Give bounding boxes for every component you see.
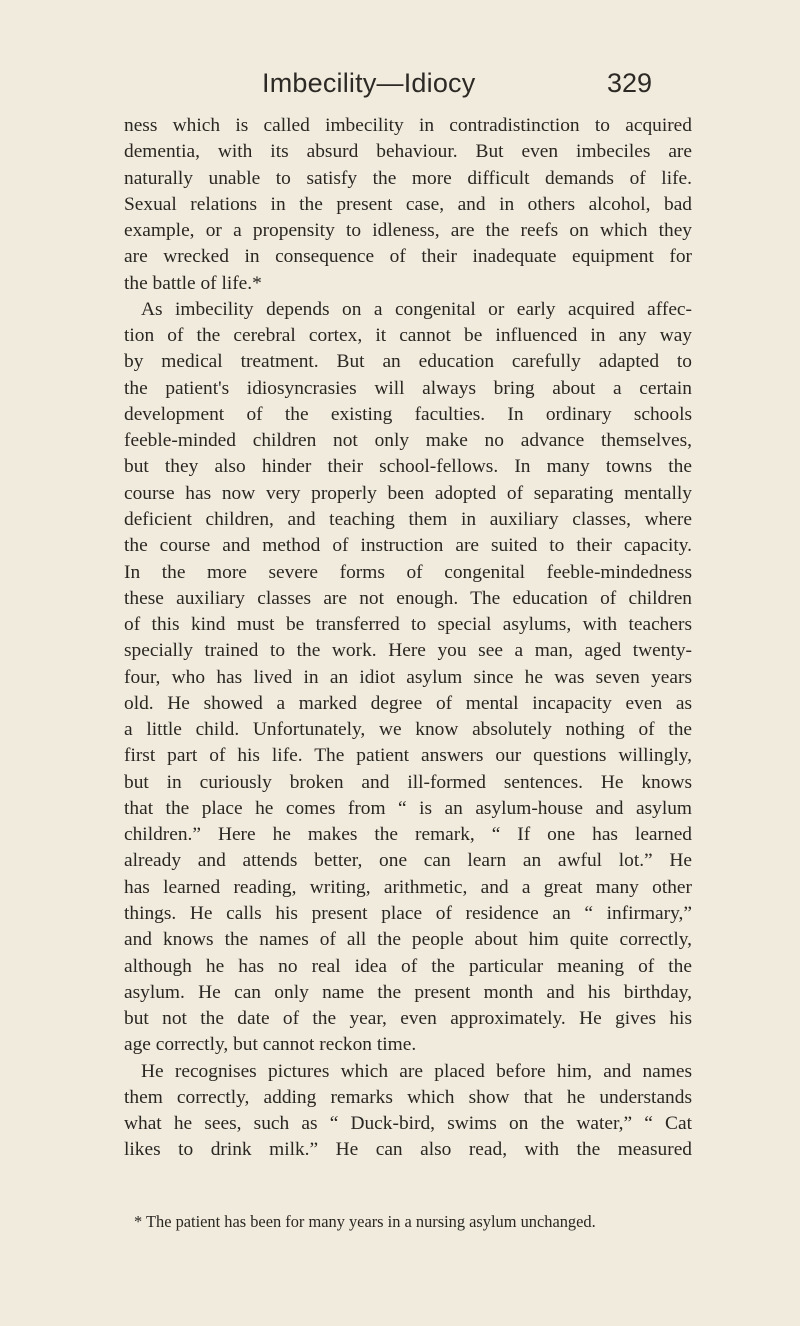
page-number: 329 [607, 68, 653, 98]
text-line: course has now very properly been adopted of separating mentally [124, 482, 692, 504]
text-line: things. He calls his present place of residence an “ infirmary,” [124, 902, 692, 924]
text-line: the patient's idiosyncrasies will always bring about a certain [124, 377, 692, 399]
text-line: the course and method of instruction are suited to their capacity. [124, 535, 692, 557]
text-line: tion of the cerebral cortex, it cannot be influenced in any way [124, 325, 692, 347]
text-line: asylum. He can only name the present month and his birthday, [124, 981, 692, 1003]
text-line: children.” Here he makes the remark, “ If one has learned [124, 824, 692, 846]
text-line: dementia, with its absurd behaviour. But even imbeciles are [124, 141, 692, 163]
text-line: development of the existing faculties. In ordinary schools [124, 403, 692, 425]
text-line: naturally unable to satisfy the more difficult demands of life. [124, 167, 692, 189]
text-line: first part of his life. The patient answers our questions willingly, [124, 745, 692, 767]
page-header [0, 68, 800, 104]
text-line: In the more severe forms of congenital feeble-mindedness [124, 561, 692, 583]
text-line: specially trained to the work. Here you see a man, aged twenty- [124, 640, 692, 662]
text-line: deficient children, and teaching them in auxiliary classes, where [124, 508, 692, 530]
text-line: but in curiously broken and ill-formed sentences. He knows [124, 771, 692, 793]
text-line: them correctly, adding remarks which show that he understands [124, 1086, 692, 1108]
text-line: although he has no real idea of the particular meaning of the [124, 955, 692, 977]
text-line: example, or a propensity to idleness, are the reefs on which they [124, 220, 692, 242]
text-line: He recognises pictures which are placed before him, and names [141, 1060, 692, 1082]
text-line: As imbecility depends on a congenital or early acquired affec- [141, 298, 692, 320]
running-title: Imbecility—Idiocy [262, 68, 476, 98]
body-text [124, 113, 692, 1164]
text-line: that the place he comes from “ is an asylum-house and asylum [124, 797, 692, 819]
paragraph [124, 1059, 692, 1164]
text-line: age correctly, but cannot reckon time. [124, 1034, 417, 1056]
footnote: * The patient has been for many years in a nursing asylum unchanged. [134, 1212, 596, 1231]
text-line: by medical treatment. But an education carefully adapted to [124, 351, 692, 373]
text-line: likes to drink milk.” He can also read, with the measured [124, 1139, 692, 1161]
text-line: Sexual relations in the present case, and in others alcohol, bad [124, 193, 692, 215]
text-line: already and attends better, one can learn an awful lot.” He [124, 850, 692, 872]
text-line: but not the date of the year, even approximately. He gives his [124, 1008, 692, 1030]
text-line: has learned reading, writing, arithmetic, and a great many other [124, 876, 692, 898]
paragraph [124, 113, 692, 297]
text-line: these auxiliary classes are not enough. The education of children [124, 587, 692, 609]
text-line: a little child. Unfortunately, we know absolutely nothing of the [124, 719, 692, 741]
text-line: are wrecked in consequence of their inadequate equipment for [124, 246, 692, 268]
text-line: but they also hinder their school-fellows. In many towns the [124, 456, 692, 478]
text-line: the battle of life.* [124, 272, 262, 294]
paragraph [124, 297, 692, 1059]
text-line: old. He showed a marked degree of mental incapacity even as [124, 692, 692, 714]
text-line: and knows the names of all the people about him quite correctly, [124, 929, 692, 951]
text-line: of this kind must be transferred to special asylums, with teachers [124, 614, 692, 636]
text-line: what he sees, such as “ Duck-bird, swims on the water,” “ Cat [124, 1113, 692, 1135]
text-line: feeble-minded children not only make no advance themselves, [124, 430, 692, 452]
text-line: four, who has lived in an idiot asylum since he was seven years [124, 666, 692, 688]
text-line: ness which is called imbecility in contradistinction to acquired [124, 115, 692, 136]
